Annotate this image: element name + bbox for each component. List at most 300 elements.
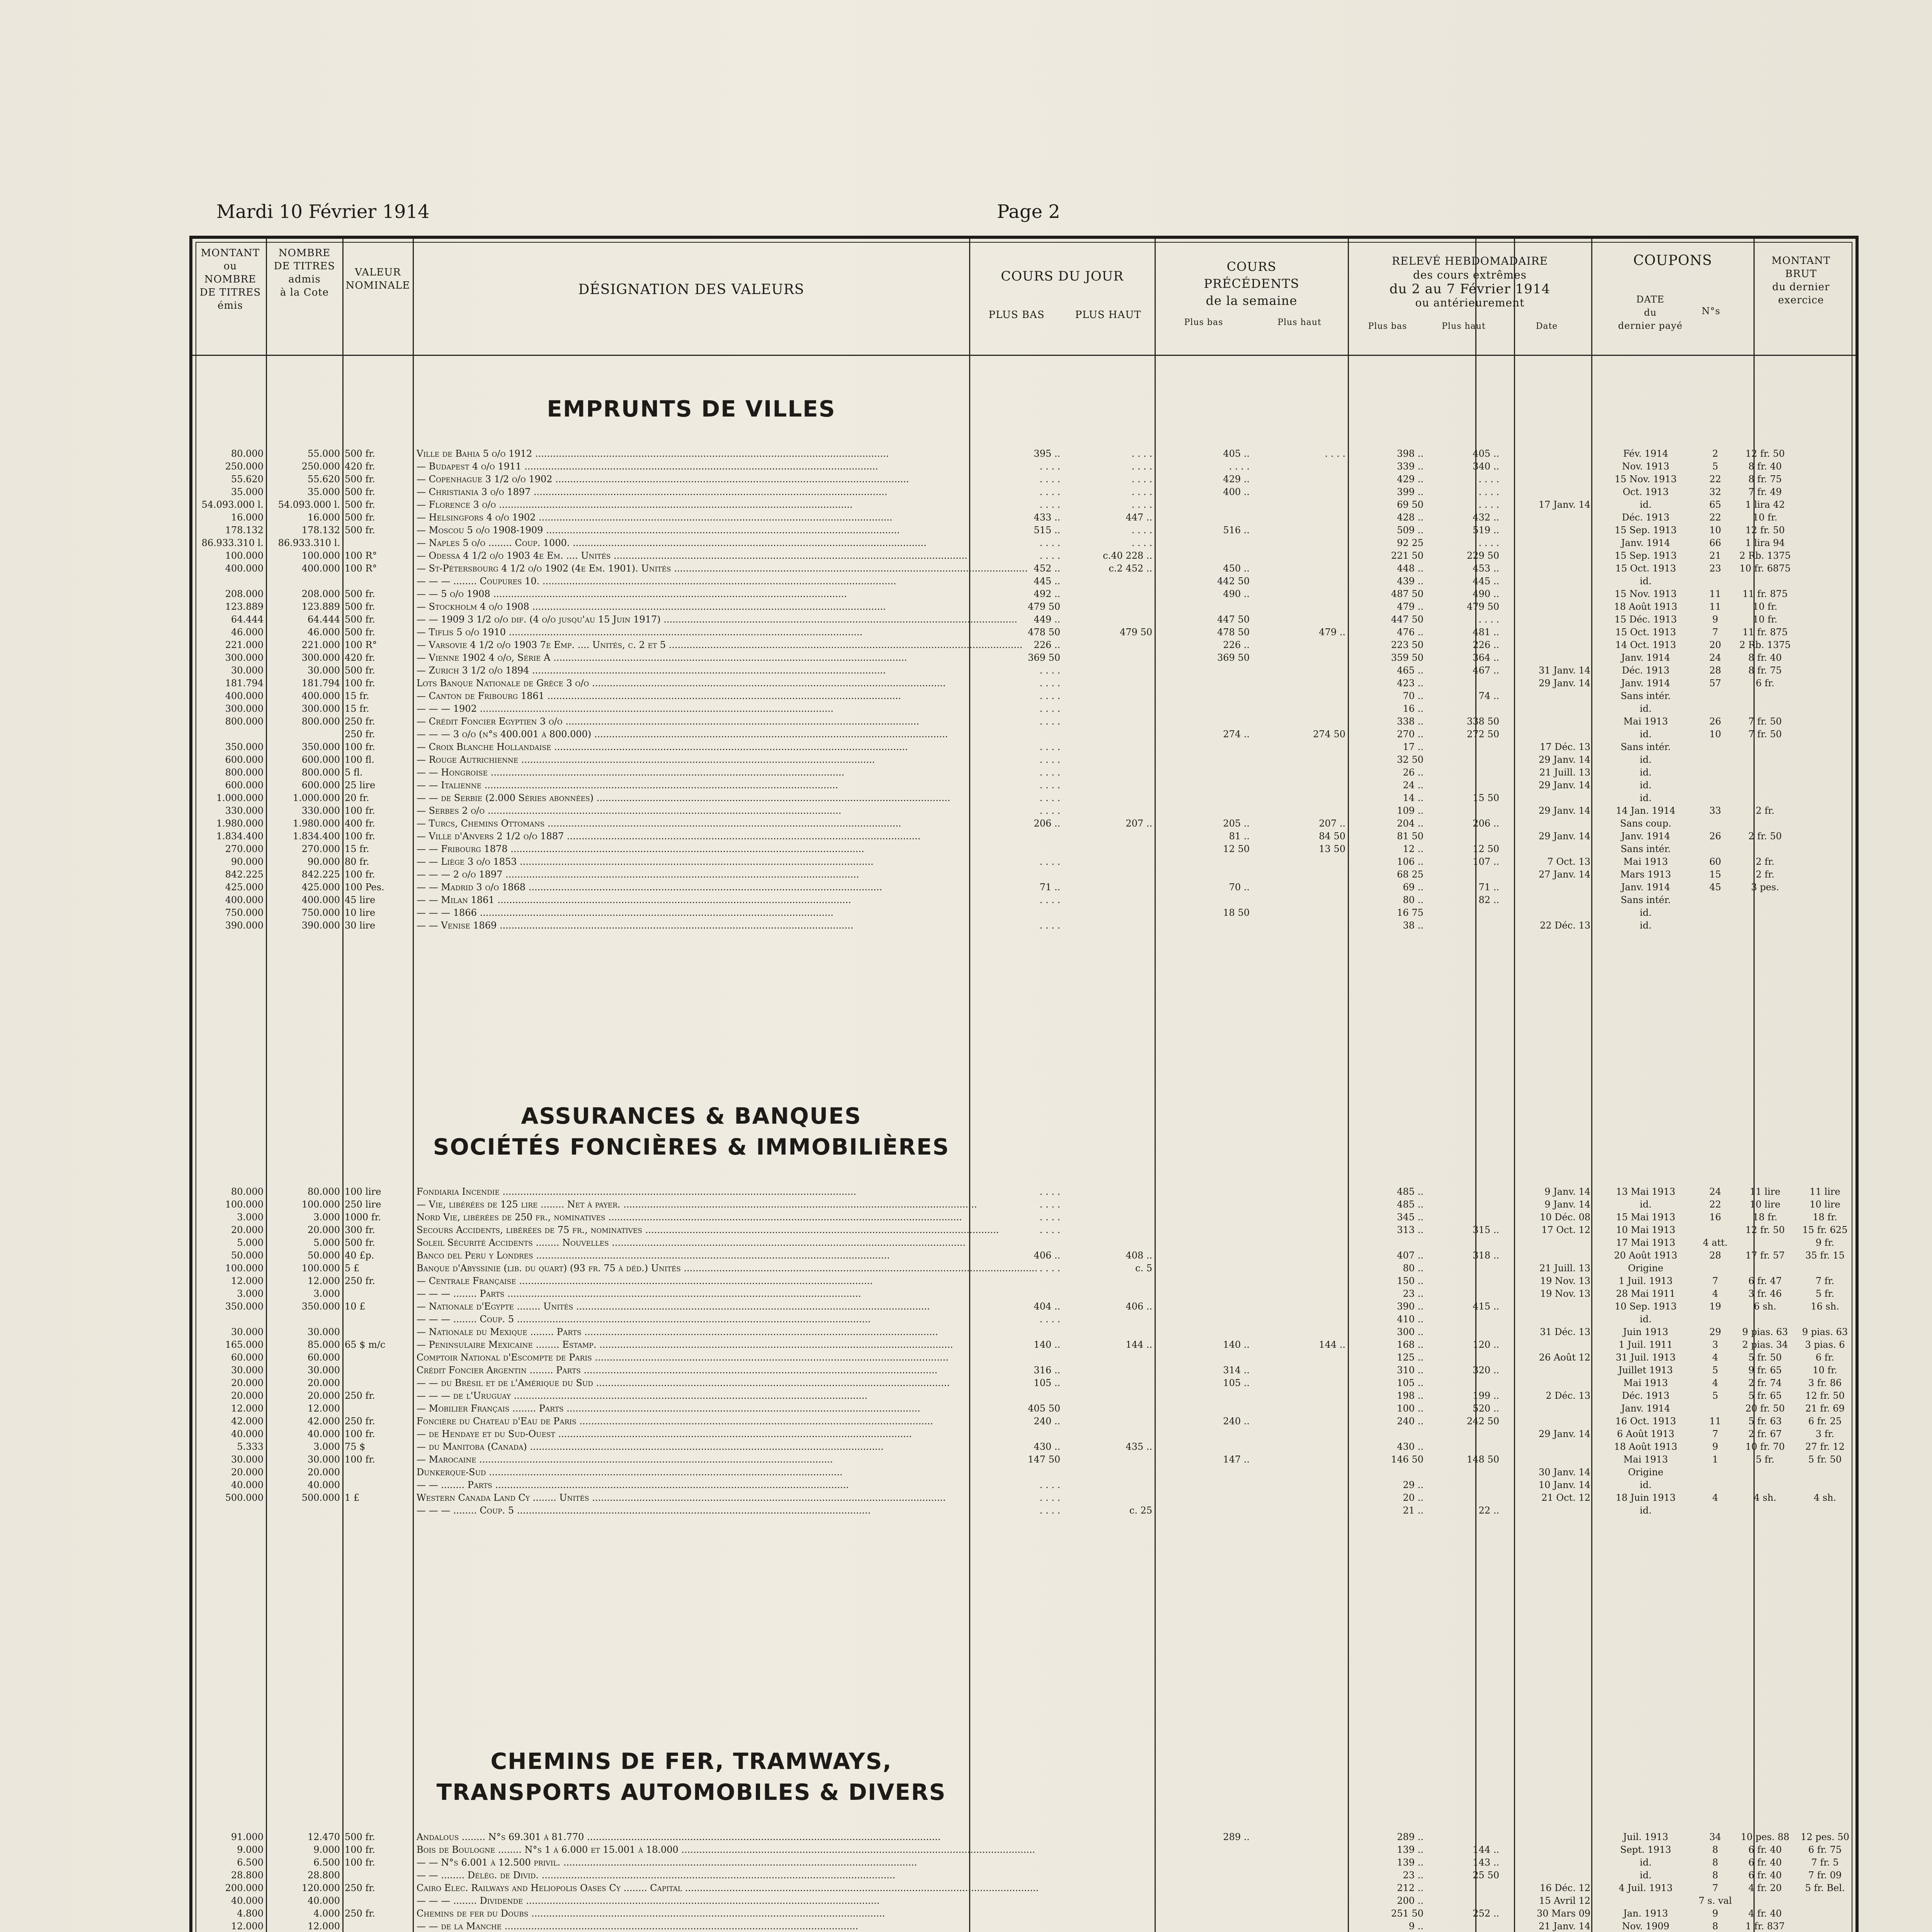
- cell-ph: 84 50: [1319, 831, 1345, 842]
- cell-m: 800.000: [225, 716, 264, 727]
- cell-jb: 71 ..: [1039, 882, 1060, 893]
- cell-rb: 300 ..: [1397, 1327, 1423, 1337]
- cell-b: 10 fr.: [1813, 1365, 1837, 1376]
- colhead-coupons: COUPONS: [1633, 253, 1713, 269]
- cell-v: 45 lire: [345, 895, 376, 905]
- cell-cd: id.: [1639, 754, 1652, 765]
- cell-n: 40.000: [308, 1895, 340, 1906]
- cell-cn: 23: [1709, 563, 1721, 574]
- table-row: [192, 817, 1854, 830]
- cell-m: 3.000: [237, 1288, 264, 1299]
- cell-jb: 479 50: [1028, 601, 1060, 612]
- cell-cd: 15 Mai 1913: [1616, 1212, 1675, 1223]
- cell-d: — Tiflis 5 o/o 1910 ........................................................................................................................: [417, 627, 863, 638]
- cell-jb: . . . .: [1039, 461, 1060, 472]
- cell-cd: Jan. 1913: [1623, 1908, 1668, 1919]
- cell-jb: 433 ..: [1034, 512, 1060, 523]
- cell-cn: 1: [1712, 1454, 1718, 1465]
- cell-m: 208.000: [225, 588, 264, 599]
- cell-d: — Serbes 2 o/o ........................................................................................................................: [417, 805, 842, 816]
- table-row: [192, 1377, 1854, 1389]
- cell-cn: 7: [1712, 1883, 1718, 1893]
- cell-rb: 310 ..: [1397, 1365, 1423, 1376]
- cell-pb: 442 50: [1217, 576, 1250, 587]
- cell-b: 5 fr. 50: [1808, 1454, 1842, 1465]
- cell-rb: 448 ..: [1397, 563, 1423, 574]
- cell-m: 64.444: [231, 614, 264, 625]
- cell-d: — Florence 3 o/o ........................................................................................................................: [417, 499, 853, 510]
- cell-b: 7 fr. 09: [1808, 1870, 1842, 1881]
- cell-d: Andalous ........ N°s 69.301 à 81.770 ........................................................................................................................: [417, 1832, 941, 1842]
- cell-cn: 9: [1712, 1441, 1718, 1452]
- table-row: [192, 1402, 1854, 1415]
- table-row: [192, 562, 1854, 575]
- cell-m: 800.000: [225, 767, 264, 778]
- cell-n: 55.000: [308, 448, 340, 459]
- cell-jb: 404 ..: [1034, 1301, 1060, 1312]
- cell-d: — — — 2 o/o 1897 ........................................................................................................................: [417, 869, 859, 880]
- cell-pb: 289 ..: [1223, 1832, 1250, 1842]
- cell-jb: . . . .: [1039, 920, 1060, 931]
- cell-rb: 429 ..: [1397, 474, 1423, 485]
- cell-v: 20 fr.: [345, 793, 369, 803]
- cell-d: Foncière du Chateau d'Eau de Paris ........................................................................................................................: [417, 1416, 933, 1427]
- cell-d: — — Venise 1869 ........................................................................................................................: [417, 920, 854, 931]
- cell-cd: 28 Mai 1911: [1616, 1288, 1675, 1299]
- cell-jh: . . . .: [1131, 474, 1152, 485]
- table-row: [192, 600, 1854, 613]
- cell-pb: 447 50: [1217, 614, 1250, 625]
- cell-rb: 204 ..: [1397, 818, 1423, 829]
- cell-d: — — — 1866 ........................................................................................................................: [417, 907, 834, 918]
- cell-cd: 4 Juil. 1913: [1619, 1883, 1673, 1893]
- cell-rh: 22 ..: [1478, 1505, 1499, 1516]
- cell-cd: 31 Juil. 1913: [1616, 1352, 1676, 1363]
- cell-n: 120.000: [301, 1883, 340, 1893]
- cell-jb: . . . .: [1039, 1505, 1060, 1516]
- cell-d: — — — 1902 ........................................................................................................................: [417, 703, 834, 714]
- cell-cd: Origine: [1628, 1467, 1663, 1478]
- cell-rd: 9 Janv. 14: [1544, 1199, 1590, 1210]
- cell-v: 400 fr.: [345, 818, 375, 829]
- cell-m: 30.000: [231, 1365, 264, 1376]
- cell-pb: 18 50: [1223, 907, 1250, 918]
- cell-d: Banque d'Abyssinie (lib. du quart) (93 fr. 75 à déd.) Unités ........................................................................................................................: [417, 1263, 1038, 1274]
- cell-b: 15 fr. 625: [1802, 1225, 1848, 1235]
- cell-m: 90.000: [231, 856, 264, 867]
- cell-pb: 405 ..: [1223, 448, 1250, 459]
- cell-pb: 400 ..: [1223, 486, 1250, 497]
- cell-jh: 207 ..: [1126, 818, 1152, 829]
- cell-cm: 5 fr. 65: [1748, 1390, 1782, 1401]
- cell-cm: 1 fr. 837: [1745, 1921, 1785, 1932]
- cell-rh: 315 ..: [1473, 1225, 1499, 1235]
- cell-m: 425.000: [225, 882, 264, 893]
- cell-rb: 398 ..: [1397, 448, 1423, 459]
- cell-cd: Sept. 1913: [1620, 1844, 1671, 1855]
- cell-v: 500 fr.: [345, 627, 375, 638]
- cell-m: 91.000: [231, 1832, 264, 1842]
- cell-b: 9 pias. 63: [1802, 1327, 1848, 1337]
- cell-d: — Croix Blanche Hollandaise ........................................................................................................................: [417, 742, 908, 752]
- cell-cm: 11 lire: [1750, 1186, 1781, 1197]
- cell-rh: 272 50: [1467, 729, 1499, 740]
- cell-cd: Nov. 1909: [1622, 1921, 1670, 1932]
- cell-n: 6.500: [313, 1857, 340, 1868]
- cell-jh: . . . .: [1131, 448, 1152, 459]
- colhead-text: DE TITRES: [199, 287, 261, 298]
- cell-rh: 25 50: [1473, 1870, 1499, 1881]
- cell-jb: 406 ..: [1034, 1250, 1060, 1261]
- cell-cd: Mars 1913: [1620, 869, 1671, 880]
- cell-m: 400.000: [225, 690, 264, 701]
- cell-cn: 16: [1709, 1212, 1721, 1223]
- cell-cm: 8 fr. 75: [1748, 474, 1782, 485]
- cell-n: 221.000: [301, 639, 340, 650]
- cell-cm: 2 Rb. 1375: [1739, 550, 1791, 561]
- cell-m: 842.225: [225, 869, 264, 880]
- cell-b: 3 fr.: [1815, 1429, 1835, 1439]
- cell-v: 500 fr.: [345, 665, 375, 676]
- cell-rb: 390 ..: [1397, 1301, 1423, 1312]
- cell-rh: 479 50: [1467, 601, 1499, 612]
- cell-rh: 144 ..: [1473, 1844, 1499, 1855]
- cell-jb: . . . .: [1039, 537, 1060, 548]
- cell-cn: 5: [1712, 461, 1718, 472]
- table-row: [192, 537, 1854, 549]
- cell-rh: 338 50: [1467, 716, 1499, 727]
- cell-jb: 240 ..: [1034, 1416, 1060, 1427]
- cell-rd: 17 Janv. 14: [1538, 499, 1590, 510]
- cell-cm: 6 fr. 40: [1748, 1870, 1782, 1881]
- cell-cn: 8: [1712, 1857, 1718, 1868]
- cell-rb: 92 25: [1397, 537, 1423, 548]
- cell-cd: id.: [1639, 1314, 1652, 1325]
- cell-cm: 6 fr. 40: [1748, 1857, 1782, 1868]
- cell-rb: 32 50: [1397, 754, 1423, 765]
- colhead-text: RELEVÉ HEBDOMADAIRE: [1391, 255, 1548, 267]
- cell-cn: 26: [1709, 831, 1721, 842]
- table-row: [192, 919, 1854, 932]
- stock-table: [189, 236, 1859, 1932]
- cell-cm: 10 lire: [1750, 1199, 1781, 1210]
- cell-rd: 10 Janv. 14: [1538, 1480, 1590, 1490]
- colhead-plus-haut: PLUS HAUT: [1075, 309, 1141, 321]
- cell-v: 100 fr.: [345, 1454, 375, 1465]
- cell-cd: Sans intér.: [1621, 844, 1671, 854]
- cell-pb: 314 ..: [1223, 1365, 1250, 1376]
- cell-cd: id.: [1639, 576, 1652, 587]
- cell-m: 16.000: [231, 512, 264, 523]
- cell-cn: 28: [1709, 665, 1721, 676]
- cell-m: 4.800: [237, 1908, 264, 1919]
- cell-rd: 21 Oct. 12: [1541, 1492, 1590, 1503]
- cell-v: 500 fr.: [345, 525, 375, 536]
- cell-jb: 206 ..: [1034, 818, 1060, 829]
- cell-cd: Mai 1913: [1623, 856, 1668, 867]
- cell-cm: 1 lira 94: [1745, 537, 1785, 548]
- cell-jh: . . . .: [1131, 537, 1152, 548]
- cell-m: 40.000: [231, 1480, 264, 1490]
- cell-rh: 481 ..: [1473, 627, 1499, 638]
- cell-n: 85.000: [308, 1339, 340, 1350]
- cell-cn: 21: [1709, 550, 1721, 561]
- cell-rb: 240 ..: [1397, 1416, 1423, 1427]
- cell-cd: Janv. 1914: [1621, 678, 1670, 689]
- cell-n: 425.000: [301, 882, 340, 893]
- cell-jb: . . . .: [1039, 474, 1060, 485]
- cell-cd: 10 Sep. 1913: [1614, 1301, 1677, 1312]
- cell-cn: 28: [1709, 1250, 1721, 1261]
- cell-jb: 515 ..: [1034, 525, 1060, 536]
- cell-cm: 10 fr. 70: [1745, 1441, 1785, 1452]
- cell-cd: id.: [1639, 1857, 1652, 1868]
- cell-jb: 140 ..: [1034, 1339, 1060, 1350]
- cell-rd: 29 Janv. 14: [1538, 780, 1590, 791]
- section-subtitle: SOCIÉTÉS FONCIÈRES & IMMOBILIÈRES: [433, 1134, 950, 1160]
- cell-cd: Fév. 1914: [1623, 448, 1668, 459]
- cell-rb: 430 ..: [1397, 1441, 1423, 1452]
- cell-cd: 1 Juil. 1911: [1619, 1339, 1673, 1350]
- cell-pb: 240 ..: [1223, 1416, 1250, 1427]
- cell-n: 16.000: [308, 512, 340, 523]
- cell-d: Comptoir National d'Escompte de Paris ........................................................................................................................: [417, 1352, 949, 1363]
- table-row: [192, 1415, 1854, 1428]
- cell-cn: 4: [1712, 1352, 1718, 1363]
- cell-n: 46.000: [308, 627, 340, 638]
- cell-cm: 12 fr. 50: [1745, 525, 1785, 536]
- cell-jb: . . . .: [1039, 793, 1060, 803]
- cell-cm: 17 fr. 57: [1745, 1250, 1785, 1261]
- cell-v: 500 fr.: [345, 601, 375, 612]
- colhead-montant: [196, 247, 265, 312]
- cell-rd: 29 Janv. 14: [1538, 754, 1590, 765]
- cell-n: 5.000: [313, 1237, 340, 1248]
- cell-b: 3 fr. 86: [1808, 1378, 1842, 1388]
- cell-jb: . . . .: [1039, 1480, 1060, 1490]
- header-date: Mardi 10 Février 1914: [216, 201, 430, 223]
- cell-rb: 359 50: [1391, 652, 1423, 663]
- cell-cm: 2 fr. 74: [1748, 1378, 1782, 1388]
- table-row: [192, 664, 1854, 677]
- cell-rb: 69 ..: [1403, 882, 1423, 893]
- table-row: [192, 626, 1854, 639]
- table-row: [192, 1907, 1854, 1920]
- cell-rb: 198 ..: [1397, 1390, 1423, 1401]
- cell-cn: 11: [1709, 588, 1721, 599]
- cell-n: 400.000: [301, 690, 340, 701]
- cell-jb: 316 ..: [1034, 1365, 1060, 1376]
- cell-n: 1.834.400: [293, 831, 340, 842]
- table-row: [192, 1831, 1854, 1844]
- cell-cn: 24: [1709, 1186, 1721, 1197]
- cell-rb: 251 50: [1391, 1908, 1423, 1919]
- cell-v: 10 lire: [345, 907, 376, 918]
- cell-rb: 80 ..: [1403, 1263, 1423, 1274]
- cell-n: 4.000: [313, 1908, 340, 1919]
- cell-rb: 150 ..: [1397, 1276, 1423, 1286]
- table-row: [192, 843, 1854, 855]
- cell-rb: 485 ..: [1397, 1199, 1423, 1210]
- table-row: [192, 1364, 1854, 1377]
- cell-v: 500 fr.: [345, 512, 375, 523]
- table-row: [192, 447, 1854, 460]
- cell-jb: 105 ..: [1034, 1378, 1060, 1388]
- cell-rb: 14 ..: [1403, 793, 1423, 803]
- colhead-cours-precedents: [1156, 258, 1347, 309]
- cell-rb: 29 ..: [1403, 1480, 1423, 1490]
- cell-rh: 320 ..: [1473, 1365, 1499, 1376]
- cell-cn: 26: [1709, 716, 1721, 727]
- cell-d: — Vie, libérées de 125 lire ........ Net à payer. ........................................................................................................................: [417, 1199, 977, 1210]
- table-row: [192, 753, 1854, 766]
- colhead-releve-bas: Plus bas: [1368, 321, 1407, 331]
- table-row: [192, 766, 1854, 779]
- cell-cn: 15: [1709, 869, 1721, 880]
- table-row: [192, 1211, 1854, 1224]
- cell-cm: 11 fr. 875: [1742, 627, 1788, 638]
- cell-cm: 10 pes. 88: [1741, 1832, 1789, 1842]
- cell-cd: id.: [1639, 499, 1652, 510]
- cell-v: 100 R°: [345, 563, 377, 574]
- cell-rb: 16 ..: [1403, 703, 1423, 714]
- cell-cn: 22: [1709, 474, 1721, 485]
- table-row: [192, 1275, 1854, 1287]
- cell-cn: 4 att.: [1702, 1237, 1728, 1248]
- cell-n: 100.000: [301, 1199, 340, 1210]
- cell-pb: . . . .: [1229, 461, 1250, 472]
- cell-cd: Janv. 1914: [1621, 537, 1670, 548]
- cell-d: — St-Pétersbourg 4 1/2 o/o 1902 (4e Em. 1901). Unités ........................................................................................................................: [417, 563, 1028, 574]
- cell-m: 300.000: [225, 703, 264, 714]
- cell-jb: . . . .: [1039, 499, 1060, 510]
- cell-rb: 423 ..: [1397, 678, 1423, 689]
- cell-m: 390.000: [225, 920, 264, 931]
- cell-b: 11 lire: [1810, 1186, 1840, 1197]
- cell-m: 30.000: [231, 1454, 264, 1465]
- cell-n: 330.000: [301, 805, 340, 816]
- cell-jb: 478 50: [1028, 627, 1060, 638]
- cell-n: 80.000: [308, 1186, 340, 1197]
- cell-rh: 12 50: [1473, 844, 1499, 854]
- cell-m: 5.000: [237, 1237, 264, 1248]
- cell-d: — Peninsulaire Mexicaine ........ Estamp. ........................................................................................................................: [417, 1339, 953, 1350]
- cell-pb: 81 ..: [1229, 831, 1250, 842]
- cell-d: — de Hendaye et du Sud-Ouest ........................................................................................................................: [417, 1429, 912, 1439]
- cell-m: 200.000: [225, 1883, 264, 1893]
- cell-rb: 345 ..: [1397, 1212, 1423, 1223]
- table-row: [192, 1920, 1854, 1932]
- cell-rb: 100 ..: [1397, 1403, 1423, 1414]
- table-row: [192, 906, 1854, 919]
- cell-cd: 15 Sep. 1913: [1614, 550, 1677, 561]
- cell-rd: 31 Janv. 14: [1538, 665, 1590, 676]
- cell-cm: 5 fr.: [1755, 1454, 1775, 1465]
- cell-ph: . . . .: [1325, 448, 1345, 459]
- cell-m: 3.000: [237, 1212, 264, 1223]
- colhead-valeur: [344, 266, 412, 292]
- colhead-releve-date: Date: [1536, 321, 1558, 331]
- cell-rd: 29 Janv. 14: [1538, 678, 1590, 689]
- colhead-text: MONTANT: [201, 247, 260, 259]
- cell-rb: 125 ..: [1397, 1352, 1423, 1363]
- table-row: [192, 498, 1854, 511]
- cell-n: 750.000: [301, 907, 340, 918]
- colhead-text: à la Cote: [280, 287, 329, 298]
- cell-rd: 17 Déc. 13: [1540, 742, 1590, 752]
- cell-m: 1.980.000: [216, 818, 264, 829]
- cell-rh: 143 ..: [1473, 1857, 1499, 1868]
- cell-cm: 10 fr. 6875: [1739, 563, 1791, 574]
- cell-cm: 2 fr.: [1755, 805, 1775, 816]
- cell-rb: 509 ..: [1397, 525, 1423, 536]
- cell-cd: Origine: [1628, 1263, 1663, 1274]
- cell-m: 300.000: [225, 652, 264, 663]
- cell-v: 250 fr.: [345, 1416, 375, 1427]
- table-row: [192, 1453, 1854, 1466]
- cell-jb: 452 ..: [1034, 563, 1060, 574]
- cell-m: 80.000: [231, 1186, 264, 1197]
- cell-jh: 408 ..: [1126, 1250, 1152, 1261]
- cell-m: 12.000: [231, 1276, 264, 1286]
- cell-d: — — ........ Délég. de Divid. ........................................................................................................................: [417, 1870, 896, 1881]
- cell-cn: 9: [1712, 1908, 1718, 1919]
- cell-rb: 68 25: [1397, 869, 1423, 880]
- cell-cn: 57: [1709, 678, 1721, 689]
- cell-m: 123.889: [225, 601, 264, 612]
- cell-v: 500 fr.: [345, 614, 375, 625]
- cell-rh: 71 ..: [1478, 882, 1499, 893]
- cell-b: 21 fr. 69: [1805, 1403, 1845, 1414]
- cell-cm: 6 sh.: [1753, 1301, 1777, 1312]
- cell-n: 50.000: [308, 1250, 340, 1261]
- cell-cm: 8 fr. 75: [1748, 665, 1782, 676]
- cell-cd: id.: [1639, 907, 1652, 918]
- cell-rb: 16 75: [1397, 907, 1423, 918]
- cell-d: — Christiania 3 o/o 1897 ........................................................................................................................: [417, 486, 888, 497]
- cell-rh: . . . .: [1478, 486, 1499, 497]
- cell-cn: 22: [1709, 512, 1721, 523]
- cell-rb: 212 ..: [1397, 1883, 1423, 1893]
- cell-rd: 21 Juill. 13: [1539, 767, 1590, 778]
- cell-cd: id.: [1639, 767, 1652, 778]
- cell-d: — — de Serbie (2.000 Séries abonnées) ........................................................................................................................: [417, 793, 951, 803]
- cell-cd: Sans coup.: [1620, 818, 1672, 829]
- cell-jb: 445 ..: [1034, 576, 1060, 587]
- cell-d: — Rouge Autrichienne ........................................................................................................................: [417, 754, 875, 765]
- cell-m: 30.000: [231, 1327, 264, 1337]
- cell-d: — Mobilier Français ........ Parts ........................................................................................................................: [417, 1403, 920, 1414]
- cell-cd: Janv. 1914: [1621, 831, 1670, 842]
- cell-n: 181.794: [301, 678, 340, 689]
- colhead-text: ou: [223, 260, 237, 272]
- cell-d: Chemins de fer du Doubs ........................................................................................................................: [417, 1908, 885, 1919]
- table-row: [192, 677, 1854, 690]
- cell-m: 181.794: [225, 678, 264, 689]
- cell-jb: . . . .: [1039, 742, 1060, 752]
- cell-d: — Odessa 4 1/2 o/o 1903 4e Em. .... Unités ........................................................................................................................: [417, 550, 968, 561]
- cell-rh: 229 50: [1467, 550, 1499, 561]
- cell-cd: Déc. 1913: [1622, 512, 1670, 523]
- cell-n: 100.000: [301, 550, 340, 561]
- cell-rd: 30 Mars 09: [1536, 1908, 1590, 1919]
- cell-rh: 199 ..: [1473, 1390, 1499, 1401]
- cell-n: 842.225: [301, 869, 340, 880]
- cell-jh: 435 ..: [1126, 1441, 1152, 1452]
- cell-rb: 223 50: [1391, 639, 1423, 650]
- cell-cm: 20 fr. 50: [1745, 1403, 1785, 1414]
- cell-n: 64.444: [308, 614, 340, 625]
